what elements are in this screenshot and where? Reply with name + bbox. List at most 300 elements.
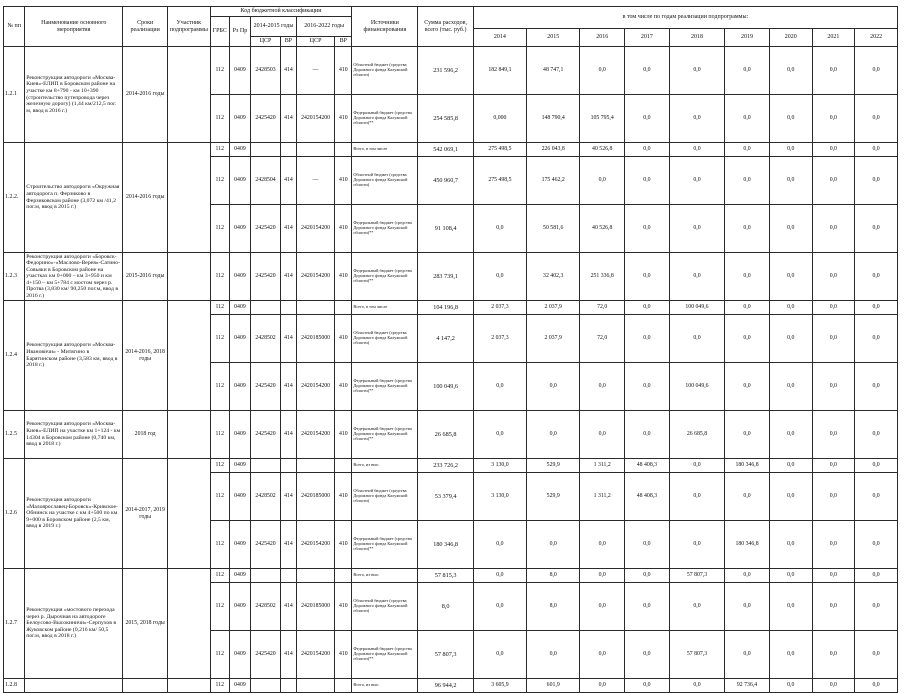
grbs-code: 112 [210,301,229,315]
year-value: 0,0 [625,205,670,253]
total-sum: 57 815,3 [418,569,473,583]
vr-code [335,569,352,583]
csr-code: 2428503 [251,47,281,95]
col-vr-a-header: ВР [280,37,296,47]
measure-name: Реконструкция автодороги «Москва-Ивановичи» - Митягино в Барятинском районе (3,583 км, ввод в 2018 г.) [25,301,123,411]
year-value: 48 747,1 [527,47,580,95]
row-sum: 91 108,4 [418,205,473,253]
funding-row [4,47,898,95]
measure-name [25,679,123,693]
year-value: 0,0 [769,301,812,315]
year-value: 0,0 [625,411,670,459]
vr-code: 410 [335,315,352,363]
year-value: 0,0 [725,47,770,95]
grbs-code: 112 [210,521,229,569]
year-value: 0,0 [855,569,898,583]
csr-code: 2420154200 [296,631,334,679]
funding-source: Федеральный бюджет (средства Дорожного фонда Калужской области)** [352,363,418,411]
grbs-code: 112 [210,583,229,631]
year-value: 0,0 [769,631,812,679]
year-value: 0,0 [669,253,724,301]
year-header: 2016 [580,29,625,47]
row-sum: 180 346,8 [418,521,473,569]
item-number: 1.2.3 [4,253,25,301]
csr-code: 2428504 [251,157,281,205]
item-number: 1.2.5 [4,411,25,459]
funding-row [4,411,898,459]
year-value: 0,0 [855,205,898,253]
item-number: 1.2.7 [4,569,25,679]
csr-code: 2428502 [251,315,281,363]
grbs-code: 112 [210,253,229,301]
grbs-code: 112 [210,157,229,205]
measure-name: Реконструкция автодороги «Москва-Киев»-ЕЛИП на участке км 1+124 - км 14304 в Боровском районе (0,740 км, ввод в 2018 г.) [25,411,123,459]
csr-code: 2425420 [251,253,281,301]
year-value: 0,0 [855,143,898,157]
csr-code [296,679,334,693]
year-value: 0,0 [812,157,855,205]
row-sum: 450 960,7 [418,157,473,205]
year-value: 275 498,5 [473,157,526,205]
grbs-code: 112 [210,411,229,459]
grbs-code: 112 [210,143,229,157]
measure-name: Реконструкция автодороги «Боровск-Федорино»-«Маслово-Верея»-Сатино-Совьяки в Боровском районе на участках км 0+000 – км 3+950 и км 4+150 – км 5+784 с мостом через р. Протва (3,830 км/ 90,250 пог.м, ввод в 2016 г.) [25,253,123,301]
year-value: 226 043,8 [527,143,580,157]
year-value: 0,0 [669,521,724,569]
csr-code: 2420154200 [296,363,334,411]
funding-source: Федеральный бюджет (средства Дорожного фонда Калужской области)** [352,95,418,143]
year-value: 0,0 [855,253,898,301]
year-value: 0,0 [725,143,770,157]
funding-source: Всего, из них: [352,679,418,693]
row-sum: 283 739,1 [418,253,473,301]
csr-code: 2420154200 [296,253,334,301]
year-value: 0,0 [769,569,812,583]
year-header: 2014 [473,29,526,47]
year-value: 0,0 [669,143,724,157]
vr-code: 414 [280,631,296,679]
year-value: 0,0 [769,95,812,143]
year-value: 0,0 [527,521,580,569]
year-value: 1 311,2 [580,473,625,521]
funding-source: Федеральный бюджет (средства Дорожного фонда Калужской области)** [352,411,418,459]
csr-code [296,301,334,315]
grbs-code: 112 [210,95,229,143]
vr-code: 410 [335,631,352,679]
year-value: 0,0 [855,679,898,693]
year-value: 0,0 [855,583,898,631]
vr-code: 410 [335,473,352,521]
year-value: 0,0 [725,301,770,315]
year-value: 0,0 [725,205,770,253]
year-value: 50 581,6 [527,205,580,253]
col-grbs-header: ГРБС [210,17,229,47]
year-value: 0,0 [769,679,812,693]
row-sum: 26 685,8 [418,411,473,459]
funding-row [4,253,898,301]
rzpr-code: 0409 [229,679,250,693]
vr-code: 414 [280,157,296,205]
year-value: 0,0 [855,47,898,95]
year-value: 32 402,3 [527,253,580,301]
year-value: 0,0 [812,411,855,459]
year-value: 0,0 [580,47,625,95]
csr-code: 2420154200 [296,205,334,253]
measure-name: Реконструкция автодороги «Москва-Киев»-ЕЛИП в Боровском районе на участке км 8+790 - км 10+390 (строительство путепровода через железную дорогу) (1,44 км/212,5 пог. м, ввод в 2016 г.) [25,47,123,143]
csr-code: 2425420 [251,95,281,143]
year-value: 92 736,4 [725,679,770,693]
vr-code: 410 [335,95,352,143]
csr-code [296,143,334,157]
year-value: 148 790,4 [527,95,580,143]
row-sum: 8,0 [418,583,473,631]
year-value: 0,0 [812,95,855,143]
item-number: 1.2.1 [4,47,25,143]
year-value: 0,0 [812,631,855,679]
col-num-header: № пп [4,7,25,47]
year-value: 0,0 [812,253,855,301]
year-value: 0,0 [625,253,670,301]
rzpr-code: 0409 [229,411,250,459]
year-value: 2 037,9 [527,315,580,363]
year-value: 0,0 [855,411,898,459]
implementation-term: 2014-2016, 2018 годы [123,301,168,411]
year-value: 0,0 [625,301,670,315]
vr-code: 410 [335,411,352,459]
year-value: 0,0 [812,315,855,363]
year-value: 0,0 [769,157,812,205]
year-value: 100 049,6 [669,363,724,411]
total-row [4,143,898,157]
vr-code [280,569,296,583]
funding-source: Областной бюджет (средства Дорожного фонда Калужской области) [352,473,418,521]
vr-code: 414 [280,95,296,143]
csr-code: 2420154200 [296,411,334,459]
col-code-group-header: Код бюджетной классификации [210,7,352,17]
year-value: 0,0 [769,315,812,363]
year-value: 2 037,3 [473,315,526,363]
table-header [4,7,898,47]
vr-code: 414 [280,521,296,569]
vr-code [335,143,352,157]
vr-code: 414 [280,411,296,459]
vr-code: 414 [280,253,296,301]
rzpr-code: 0409 [229,583,250,631]
participant-cell [168,411,211,459]
csr-code: 2420185000 [296,315,334,363]
total-row [4,301,898,315]
implementation-term: 2014-2016 годы [123,47,168,143]
year-value: 0,000 [473,95,526,143]
funding-source: Всего, в том числе [352,301,418,315]
year-header: 2022 [855,29,898,47]
year-value: 0,0 [473,411,526,459]
year-value: 0,0 [725,363,770,411]
year-value: 0,0 [725,569,770,583]
vr-code: 414 [280,47,296,95]
year-value: 0,0 [725,253,770,301]
year-value: 0,0 [725,157,770,205]
col-csr-b-header: ЦСР [296,37,334,47]
rzpr-code: 0409 [229,473,250,521]
year-value: 8,0 [527,569,580,583]
year-value: 2 037,3 [473,301,526,315]
rzpr-code: 0409 [229,143,250,157]
total-sum: 542 069,1 [418,143,473,157]
year-value: 0,0 [769,473,812,521]
funding-source: Областной бюджет (средства Дорожного фонда Калужской области) [352,583,418,631]
funding-source: Федеральный бюджет (средства Дорожного фонда Калужской области)** [352,521,418,569]
row-sum: 53 379,4 [418,473,473,521]
year-value: 0,0 [669,473,724,521]
vr-code: 414 [280,583,296,631]
year-value: 0,0 [812,301,855,315]
year-value: 0,0 [769,143,812,157]
rzpr-code: 0409 [229,315,250,363]
year-header: 2020 [769,29,812,47]
year-value: 0,0 [580,411,625,459]
item-number: 1.2.6 [4,459,25,569]
total-row [4,459,898,473]
total-sum: 233 726,2 [418,459,473,473]
col-vr-b-header: ВР [335,37,352,47]
rzpr-code: 0409 [229,47,250,95]
participant-cell [168,301,211,411]
year-value: 0,0 [669,583,724,631]
year-value: 0,0 [769,521,812,569]
funding-source: Областной бюджет (средства Дорожного фонда Калужской области) [352,315,418,363]
grbs-code: 112 [210,679,229,693]
item-number: 1.2.4 [4,301,25,411]
year-value: 180 346,8 [725,459,770,473]
vr-code: 410 [335,253,352,301]
year-value: 0,0 [473,521,526,569]
year-value: 182 849,1 [473,47,526,95]
year-value: 57 807,3 [669,631,724,679]
rzpr-code: 0409 [229,95,250,143]
year-value: 251 336,8 [580,253,625,301]
year-value: 0,0 [669,47,724,95]
year-value: 0,0 [580,569,625,583]
col-csr-a-header: ЦСР [251,37,281,47]
year-value: 40 526,8 [580,205,625,253]
col-term-header: Сроки реализации [123,7,168,47]
year-value: 0,0 [855,521,898,569]
year-value: 0,0 [625,583,670,631]
year-value: 0,0 [473,253,526,301]
funding-source: Всего, в том числе [352,143,418,157]
year-value: 0,0 [580,157,625,205]
year-value: 0,0 [580,631,625,679]
year-value: 0,0 [855,315,898,363]
csr-code: 2420154200 [296,95,334,143]
csr-code [251,569,281,583]
csr-code [296,459,334,473]
csr-code: 2420185000 [296,473,334,521]
col-participant-header: Участник подпрограммы [168,7,211,47]
grbs-code: 112 [210,205,229,253]
year-value: 0,0 [812,363,855,411]
year-value: 0,0 [669,459,724,473]
year-value: 529,9 [527,473,580,521]
year-value: 0,0 [725,95,770,143]
year-value: 0,0 [527,363,580,411]
year-value: 72,0 [580,301,625,315]
year-value: 0,0 [669,679,724,693]
year-value: 3 130,0 [473,459,526,473]
col-period-b-header: 2016-2022 годы [296,17,351,37]
year-value: 3 605,9 [473,679,526,693]
year-value: 0,0 [473,363,526,411]
year-value: 0,0 [625,631,670,679]
year-value: 0,0 [769,47,812,95]
year-value: 0,0 [725,583,770,631]
year-value: 0,0 [625,157,670,205]
funding-source: Федеральный бюджет (средства Дорожного фонда Калужской области)** [352,205,418,253]
year-value: 175 462,2 [527,157,580,205]
year-value: 0,0 [855,301,898,315]
year-value: 105 795,4 [580,95,625,143]
vr-code [280,143,296,157]
measure-name: Реконструкция автодороги «Малоярославец-Боровск»-Кривское-Обнинск на участке с км 4+500 по км 9+000 в Боровском районе (2,5 км, ввод в 2019 г.) [25,459,123,569]
year-value: 0,0 [669,205,724,253]
budget-table [3,6,898,693]
year-value: 40 526,8 [580,143,625,157]
row-sum: 57 807,3 [418,631,473,679]
year-value: 0,0 [812,521,855,569]
year-value: 1 311,2 [580,459,625,473]
year-value: 0,0 [725,631,770,679]
year-value: 0,0 [769,253,812,301]
year-value: 26 685,8 [669,411,724,459]
vr-code: 414 [280,315,296,363]
csr-code: 2428502 [251,473,281,521]
implementation-term: 2015-2016 годы [123,253,168,301]
vr-code: 410 [335,157,352,205]
funding-source: Областной бюджет (средства Дорожного фонда Калужской области) [352,47,418,95]
year-value: 0,0 [625,521,670,569]
year-header: 2018 [669,29,724,47]
vr-code [280,301,296,315]
grbs-code: 112 [210,473,229,521]
year-value: 0,0 [812,569,855,583]
implementation-term: 2014-2017, 2019 годы [123,459,168,569]
year-header: 2019 [725,29,770,47]
year-value: 0,0 [527,411,580,459]
total-sum: 104 196,8 [418,301,473,315]
item-number: 1.2.8 [4,679,25,693]
vr-code: 414 [280,205,296,253]
grbs-code: 112 [210,631,229,679]
year-value: 0,0 [725,411,770,459]
rzpr-code: 0409 [229,631,250,679]
year-value: 0,0 [855,363,898,411]
year-value: 0,0 [625,679,670,693]
funding-source: Всего, из них: [352,459,418,473]
csr-code: 2420185000 [296,583,334,631]
year-value: 3 130,0 [473,473,526,521]
year-value: 601,9 [527,679,580,693]
year-value: 180 346,8 [725,521,770,569]
rzpr-code: 0409 [229,459,250,473]
year-value: 0,0 [580,363,625,411]
vr-code [335,459,352,473]
year-value: 0,0 [625,47,670,95]
year-value: 0,0 [769,363,812,411]
year-value: 0,0 [855,473,898,521]
vr-code: 410 [335,47,352,95]
year-value: 0,0 [725,473,770,521]
participant-cell [168,253,211,301]
participant-cell [168,47,211,143]
year-value: 0,0 [725,315,770,363]
year-value: 0,0 [855,95,898,143]
total-row [4,569,898,583]
year-value: 0,0 [812,679,855,693]
rzpr-code: 0409 [229,157,250,205]
implementation-term: 2015, 2018 годы [123,569,168,679]
csr-code: 2428502 [251,583,281,631]
year-value: 0,0 [580,521,625,569]
implementation-term: 2018 год [123,411,168,459]
year-value: 8,0 [527,583,580,631]
funding-source: Всего, из них: [352,569,418,583]
year-value: 0,0 [625,315,670,363]
vr-code: 410 [335,363,352,411]
csr-code: 2420154200 [296,521,334,569]
year-value: 0,0 [812,205,855,253]
vr-code [280,459,296,473]
vr-code [280,679,296,693]
year-value: 48 408,3 [625,473,670,521]
year-value: 0,0 [812,143,855,157]
vr-code: 414 [280,473,296,521]
rzpr-code: 0409 [229,253,250,301]
csr-code: — [296,157,334,205]
year-value: 0,0 [855,157,898,205]
grbs-code: 112 [210,569,229,583]
grbs-code: 112 [210,315,229,363]
csr-code: 2425420 [251,411,281,459]
year-value: 0,0 [473,569,526,583]
col-by-years-header: в том числе по годам реализации подпрограммы: [473,7,897,29]
implementation-term: 2014-2016 годы [123,143,168,253]
col-rzpr-header: Рз Пр [229,17,250,47]
year-value: 0,0 [769,411,812,459]
year-value: 57 807,3 [669,569,724,583]
year-value: 0,0 [625,95,670,143]
grbs-code: 112 [210,47,229,95]
csr-code: 2425420 [251,205,281,253]
table-body [4,47,898,693]
csr-code [251,679,281,693]
year-value: 0,0 [769,205,812,253]
year-value: 100 049,6 [669,301,724,315]
year-value: 0,0 [625,143,670,157]
measure-name: Реконструкция «мостового перехода через р. Дырочная на автодороге Белоусово-Высокиничи»-Серпухов в Жуковском районе (0,216 км/ 50,5 пог.м, ввод в 2018 г.) [25,569,123,679]
year-value: 2 037,9 [527,301,580,315]
row-sum: 100 049,6 [418,363,473,411]
csr-code: 2425420 [251,521,281,569]
participant-cell [168,679,211,693]
implementation-term [123,679,168,693]
funding-source: Федеральный бюджет (средства Дорожного фонда Калужской области)** [352,253,418,301]
rzpr-code: 0409 [229,301,250,315]
year-value: 529,9 [527,459,580,473]
year-value: 0,0 [473,631,526,679]
total-row [4,679,898,693]
participant-cell [168,459,211,569]
